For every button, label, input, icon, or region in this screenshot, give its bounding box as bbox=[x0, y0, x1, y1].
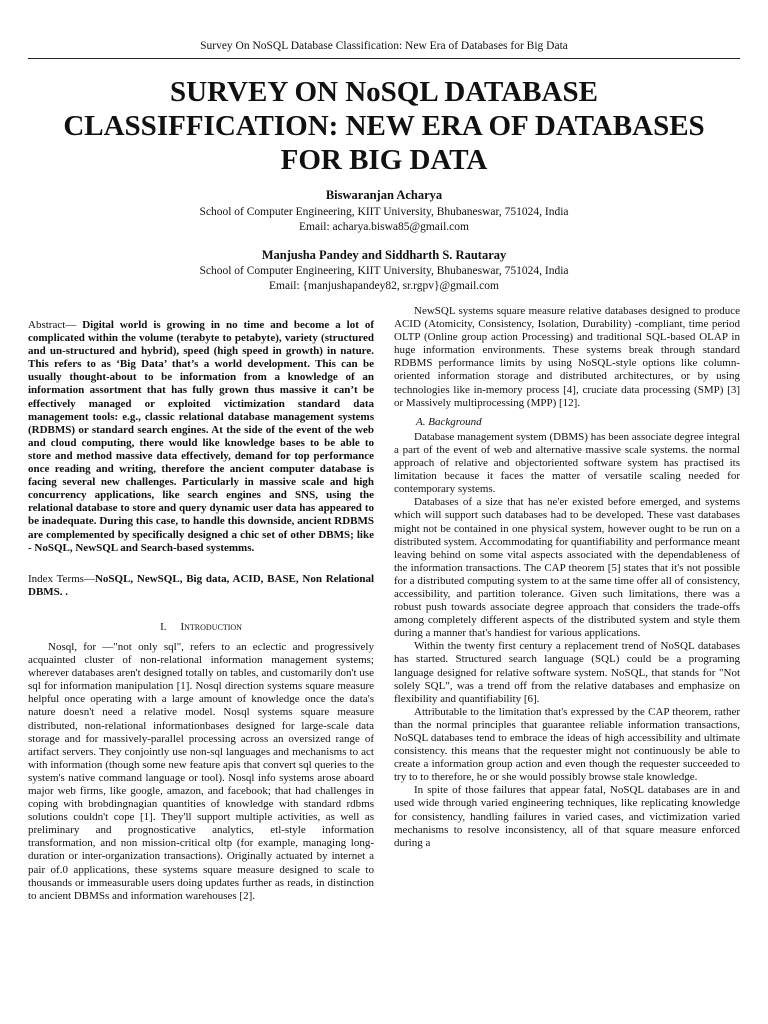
body-paragraph: In spite of those failures that appear fatal, NoSQL databases are in and used wide through varied engineering techniques, like replicating knowledge for consistency, handling failures in varied cases, and victimization varied mechanisms to resolve inconsistency, all of that square measure enforced during a bbox=[394, 784, 740, 849]
abstract-text: Digital world is growing in no time and become a lot of complicated within the volume (terabyte to petabyte), variety (structured and un-structured and hybrid), speed (high speed in growth) in nature. This refers to as ‘Big Data’ that’s a world development. This can be usually thought-about to be information from a knowledge of an information assortment that has fully grown thus massive it can’t be effectively managed or exploited victimization standard data management tools: e.g., classic relational database management systems (RDBMS) or standard search engines. At the side of the event of the web and cloud computing, there would like knowledge bases to be able to store and method massive data effectively, demand for top performance once reading and writing, therefore the ancient computer database is facing several new challenges. Particularly in massive scale and high concurrency applications, like search engines and SNS, using the relational database to store and query dynamic user data has appeared to be inadequate. During this case, to handle this downside, ancient RDBMS are complemented by specifically designed a chic set of other DBMS; like - NoSQL, NewSQL and Search-based systemms. bbox=[28, 319, 375, 554]
author-name: Manjusha Pandey and Siddharth S. Rautaray bbox=[261, 248, 507, 262]
body-paragraph: NewSQL systems square measure relative databases designed to produce ACID (Atomicity, Consistency, Isolation, Durability) -compliant, time period OLTP (Online group action Processing) and traditional SQL-based OLAP in huge information environments. These systems break through standard RDBMS performance limits by using NoSQL-style options like column-oriented information storage and distributed architectures, or by using technologies like in-memory process [4], cruciate data processing (SMP) [3] or Massively multiprocessing (MPP) [12]. bbox=[394, 305, 740, 409]
running-header: Survey On NoSQL Database Classification: New Era of Databases for Big Data bbox=[200, 40, 568, 52]
intro-paragraph: Nosql, for —"not only sql", refers to an eclectic and progressively acquainted cluster of non-relational information management systems; wherever databases aren't designed totally on tables, and customarily don't use sql for information manipulation [1]. Nosql direction systems square measure helpful once operating with a large amount of knowledge once the data's nature doesn't need a relative model. Nosql systems square measure distributed, non-relational informationbases designed for large-scale data storage and for massively-parallel processing across an oversized range of artifact servers. They conjointly use non-sql languages and mechanisms to act with information (though some new feature apis that convert sql queries to the system's native command language or tool). Nosql info systems arose aboard major web firms, like google, amazon, and facebook; that had challenges in coping with brobdingnagian quantities of knowledge with standard rdbms solutions couldn't cope [1]. They'll support multiple activities, as well as preliminary and prognosticative analytics, etl-style information transformation, and non mission-critical oltp (for example, managing long-duration or inter-organization transactions). Originally actuated by internet a pair of.0 applications, these systems square measure designed to scale to thousands or immeasurable users doing updates further as reads, in distinction to ancient DBMSs and information warehouses [2]. bbox=[28, 640, 374, 902]
author-affiliation: School of Computer Engineering, KIIT University, Bhubaneswar, 751024, India bbox=[199, 265, 569, 277]
index-terms-text: NoSQL, NewSQL, Big data, ACID, BASE, Non Relational DBMS. . bbox=[28, 572, 374, 598]
abstract-label: Abstract— bbox=[28, 319, 77, 331]
body-paragraph: Database management system (DBMS) has been associate degree integral a part of the event of web and alternative massive scale systems. the normal approach of relative and objectoriented software system has practised its limitation because it faces the matter of versatile scaling needed for contemporary systems. bbox=[394, 430, 740, 496]
right-column bbox=[394, 305, 740, 850]
body-paragraph: Within the twenty first century a replacement trend of NoSQL databases has started. Structured search language (SQL) could be a programing language designed for relative software system. NoSQL, that stands for "Not solely SQL", was a trend off from the relative databases and emphasize on flexibility and quantifiability [6]. bbox=[394, 640, 740, 705]
section-heading bbox=[28, 621, 374, 634]
body-paragraph: Attributable to the limitation that's expressed by the CAP theorem, rather than the normal principles that guarantee reliable information transactions, NoSQL databases tend to embrace the ideas of high accessibility and ultimate consistency. this means that the requester might not continuously be able to create a information group action and even though the requester succeeded to try to to therefore, he or she would possibly browse stale knowledge. bbox=[394, 705, 740, 784]
subsection-title: Background bbox=[428, 415, 482, 428]
author-name: Biswaranjan Acharya bbox=[325, 188, 443, 202]
section-number: I. bbox=[160, 620, 167, 633]
header-rule bbox=[28, 58, 740, 59]
section-title: Introduction bbox=[180, 620, 242, 633]
index-terms-label: Index Terms— bbox=[28, 572, 95, 585]
author-email: Email: acharya.biswa85@gmail.com bbox=[299, 221, 469, 233]
title-line: CLASSIFFICATION: NEW ERA OF DATABASES bbox=[63, 110, 705, 142]
abstract bbox=[28, 319, 374, 555]
title-line: SURVEY ON NoSQL DATABASE bbox=[170, 76, 598, 108]
spacer bbox=[28, 555, 374, 573]
left-column bbox=[28, 305, 374, 903]
subsection-heading bbox=[394, 416, 740, 429]
title-line: FOR BIG DATA bbox=[280, 144, 488, 176]
subsection-label: A. bbox=[416, 415, 426, 428]
author-affiliation: School of Computer Engineering, KIIT University, Bhubaneswar, 751024, India bbox=[199, 206, 569, 218]
paper-title bbox=[20, 75, 748, 177]
body-paragraph: Databases of a size that has ne'er existed before emerged, and systems which will support such databases had to be developed. These vast databases might not be contained in one physical system, however ought to be run on a distributed system. Accommodating for quantifiability and performance meant leaving behind on some vital aspects associated with the dependableness of the information transactions. The CAP theorem [5] states that it's not possible for a distributed computing system to at the same time offer all of consistency, accessibility, and partition tolerance. Given such limitations, there was a robust push towards associate degree approach that considers the trade-offs among completely different aspects of the distributed system and style them during a manner that's handiest for various applications. bbox=[394, 496, 740, 640]
index-terms bbox=[28, 573, 374, 599]
author-email: Email: {manjushapandey82, sr.rgpv}@gmail.com bbox=[269, 280, 499, 292]
